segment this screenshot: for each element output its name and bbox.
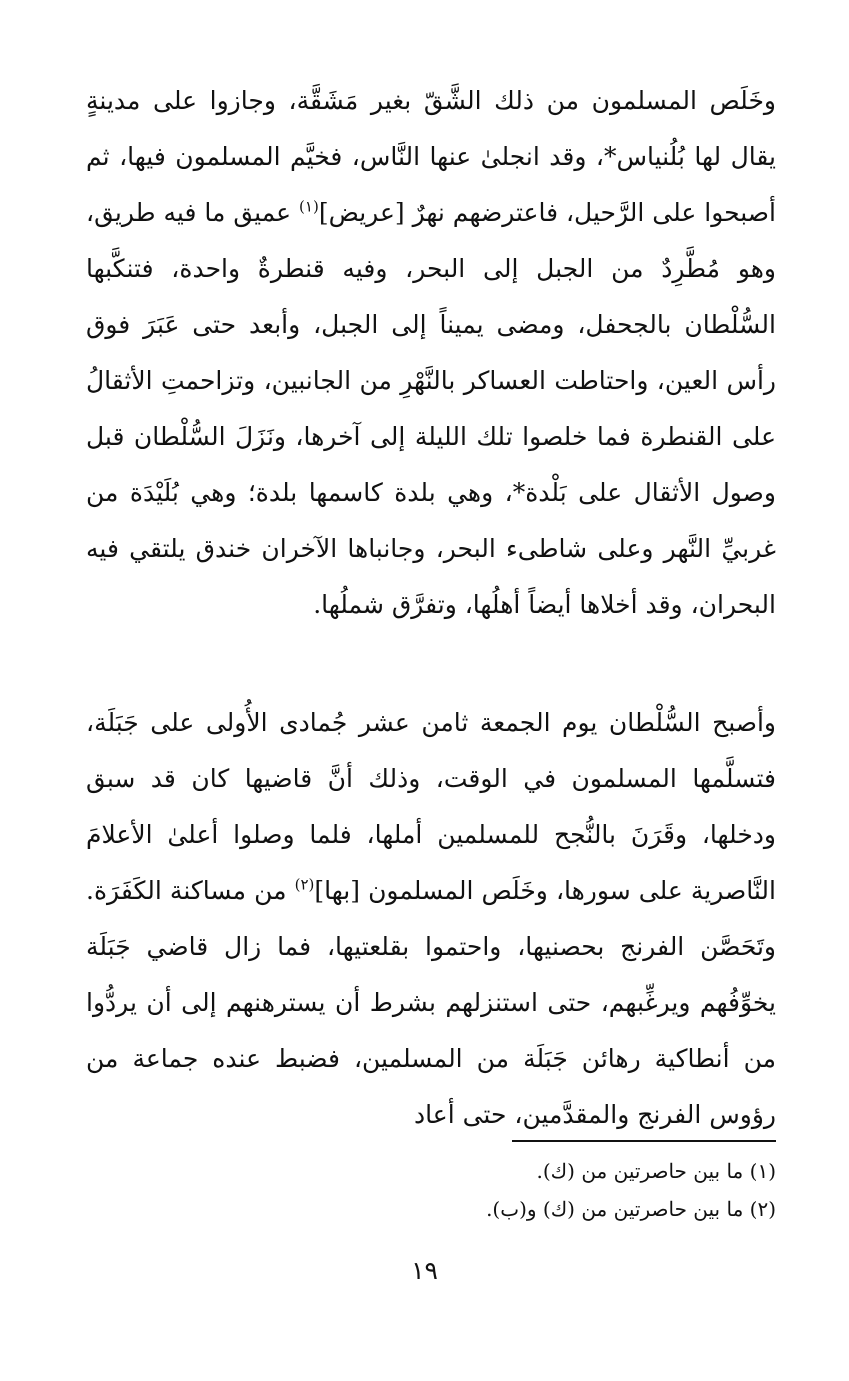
body-paragraph-2	[86, 695, 776, 1143]
footnote-2: (٢) ما بين حاصرتين من (ك) و(ب).	[486, 1197, 776, 1221]
paragraph-2-text-b: من مساكنة الكَفَرَة. وتَحَصَّن الفرنج بحصنيها، واحتموا بقلعتيها، فما زال قاضي جَبَلَة يخوِّفُهم ويرغِّبهم، حتى استنزلهم بشرط أن يسترهنهم إلى أن يردُّوا من أنطاكية رهائن جَبَلَة من المسلمين، فضبط عنده جماعة من رؤوس الفرنج والمقدَّمين، حتى أعاد	[86, 876, 776, 1129]
footnote-1: (١) ما بين حاصرتين من (ك).	[536, 1159, 776, 1183]
footnote-ref-2: (٢)	[294, 875, 315, 894]
footnote-divider	[512, 1140, 776, 1142]
paragraph-1-text-b: عميق ما فيه طريق، وهو مُطَّرِدٌ من الجبل إلى البحر، وفيه قنطرةٌ واحدة، فتنكَّبها السُّلْطان بالجحفل، ومضى يميناً إلى الجبل، وأبعد حتى عَبَرَ فوق رأس العين، واحتاطت العساكر بالنَّهْرِ من الجانبين، وتزاحمتِ الأثقالُ على القنطرة فما خلصوا تلك الليلة إلى آخرها، ونَزَلَ السُّلْطان قبل وصول الأثقال على بَلْدة*، وهي بلدة كاسمها بلدة؛ وهي بُلَيْدَة من غربيِّ النَّهر وعلى شاطىء البحر، وجانباها الآخران خندق يلتقي فيه البحران، وقد أخلاها أيضاً أهلُها، وتفرَّق شملُها.	[86, 198, 776, 619]
paragraph-2-text-a: وأصبح السُّلْطان يوم الجمعة ثامن عشر جُمادى الأُولى على جَبَلَة، فتسلَّمها المسلمون في الوقت، وذلك أنَّ قاضيها كان قد سبق ودخلها، وقَرَنَ بالنُّجح للمسلمين أملها، فلما وصلوا أعلىٰ الأعلامَ النَّاصرية على سورها، وخَلَص المسلمون [بها]	[86, 708, 776, 905]
paragraph-1-text-a: وخَلَص المسلمون من ذلك الشَّقّ بغير مَشَقَّة، وجازوا على مدينةٍ يقال لها بُلُنياس*، وقد انجلىٰ عنها النَّاس، فخيَّم المسلمون فيها، ثم أصبحوا على الرَّحيل، فاعترضهم نهرٌ [عريض]	[86, 86, 776, 227]
body-paragraph-1	[86, 73, 776, 633]
footnote-ref-1: (١)	[299, 197, 319, 216]
footnotes	[400, 1152, 776, 1228]
page-number: ١٩	[411, 1256, 438, 1285]
